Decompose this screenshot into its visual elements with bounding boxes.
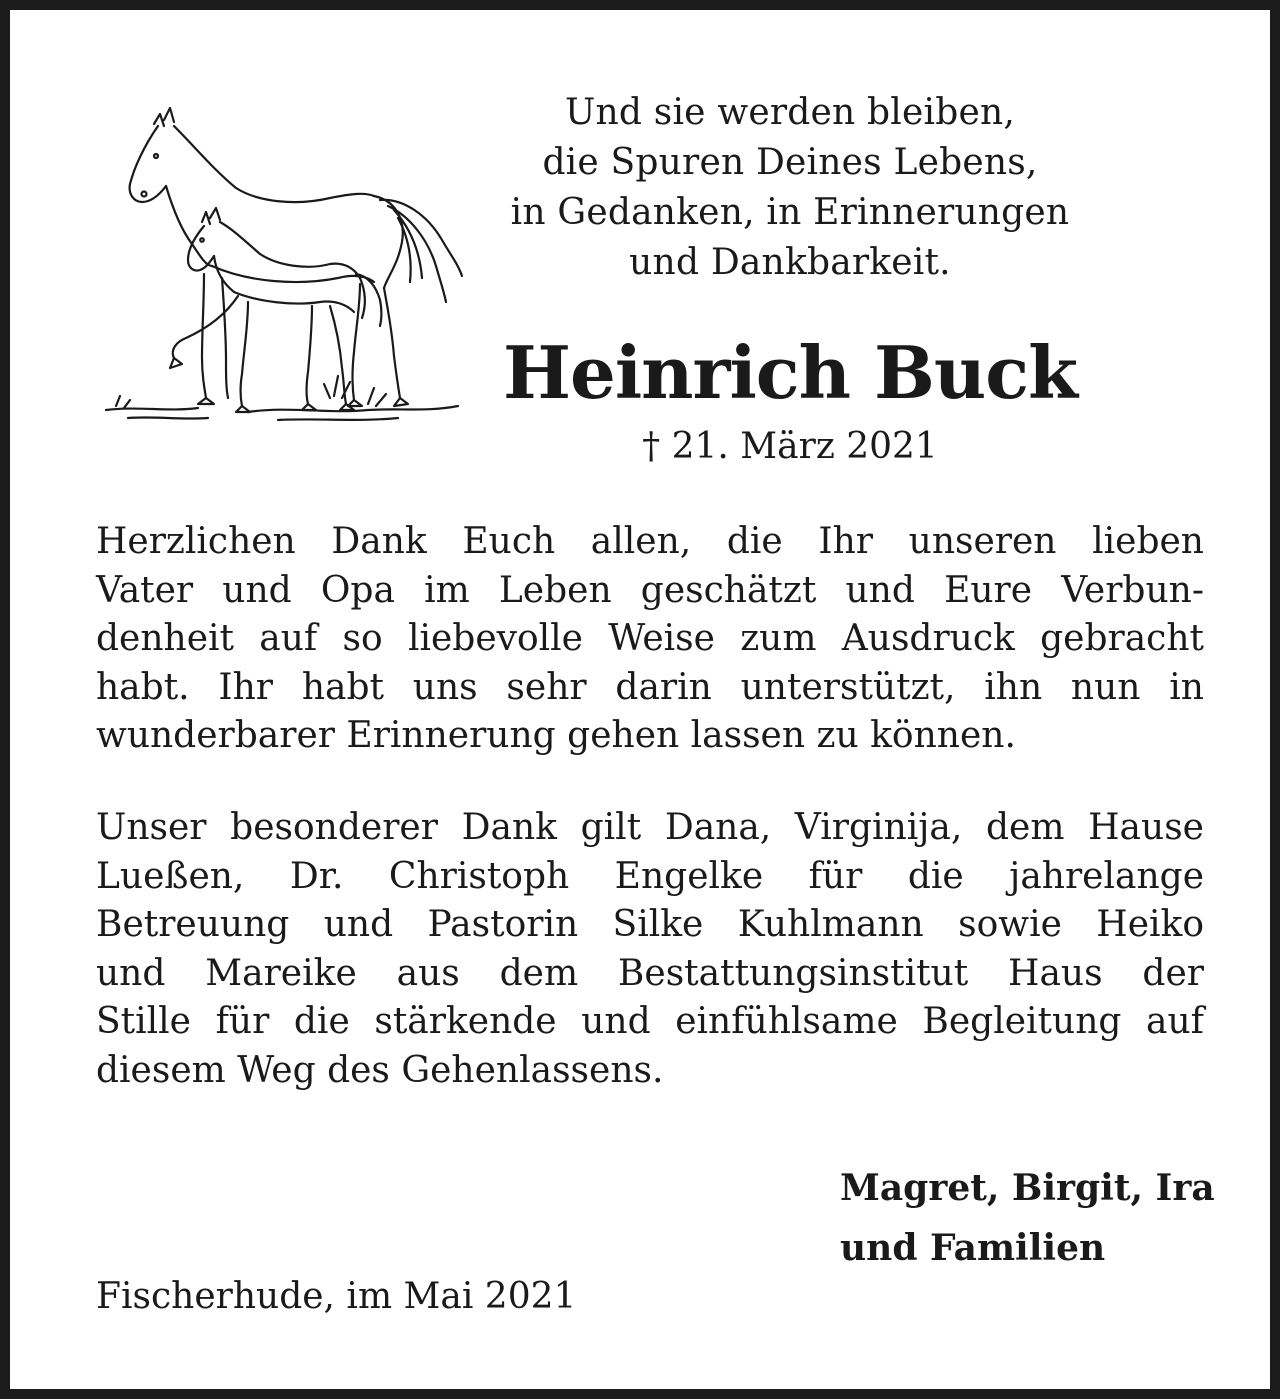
paragraph-line: denheit auf so liebevolle Weise zum Ausdruck gebracht <box>96 618 1204 659</box>
paragraph-line: habt. Ihr habt uns sehr darin unterstützt, ihn nun in <box>96 666 1204 708</box>
paragraph-line: Vater und Opa im Leben geschätzt und Eure Verbun- <box>96 569 1204 611</box>
paragraph-line: Herzlichen Dank Euch allen, die Ihr unseren lieben <box>96 521 1204 562</box>
poem-line: Und sie werden bleiben, <box>564 92 1015 133</box>
paragraph-line: Betreuung und Pastorin Silke Kuhlmann sowie Heiko <box>96 904 1204 945</box>
death-date: † 21. März 2021 <box>642 426 938 467</box>
paragraph-line: diesem Weg des Gehenlassens. <box>96 1049 664 1091</box>
signer-line: und Familien <box>840 1227 1106 1269</box>
paragraph-line: Stille für die stärkende und einfühlsame Begleitung auf <box>96 1001 1204 1042</box>
thanks-paragraph <box>96 518 1204 761</box>
paragraph-line: Unser besonderer Dank gilt Dana, Virginija, dem Hause <box>96 807 1204 848</box>
signer-line: Magret, Birgit, Ira <box>840 1167 1215 1209</box>
poem-line: in Gedanken, in Erinnerungen <box>510 192 1070 233</box>
paragraph-line: wunderbarer Erinnerung gehen lassen zu können. <box>96 715 1016 756</box>
paragraph-line: und Mareike aus dem Bestattungsinstitut Haus der <box>96 952 1204 994</box>
paragraph-line: Lueßen, Dr. Christoph Engelke für die jahrelange <box>96 855 1204 897</box>
memorial-poem <box>480 88 1100 288</box>
poem-line: die Spuren Deines Lebens, <box>542 142 1038 183</box>
signers <box>840 1158 1215 1278</box>
horse-and-foal-icon <box>98 106 470 436</box>
special-thanks-paragraph <box>96 804 1204 1095</box>
deceased-name: Heinrich Buck <box>502 330 1077 415</box>
place-and-date: Fischerhude, im Mai 2021 <box>96 1276 577 1317</box>
poem-line: und Dankbarkeit. <box>629 242 951 283</box>
